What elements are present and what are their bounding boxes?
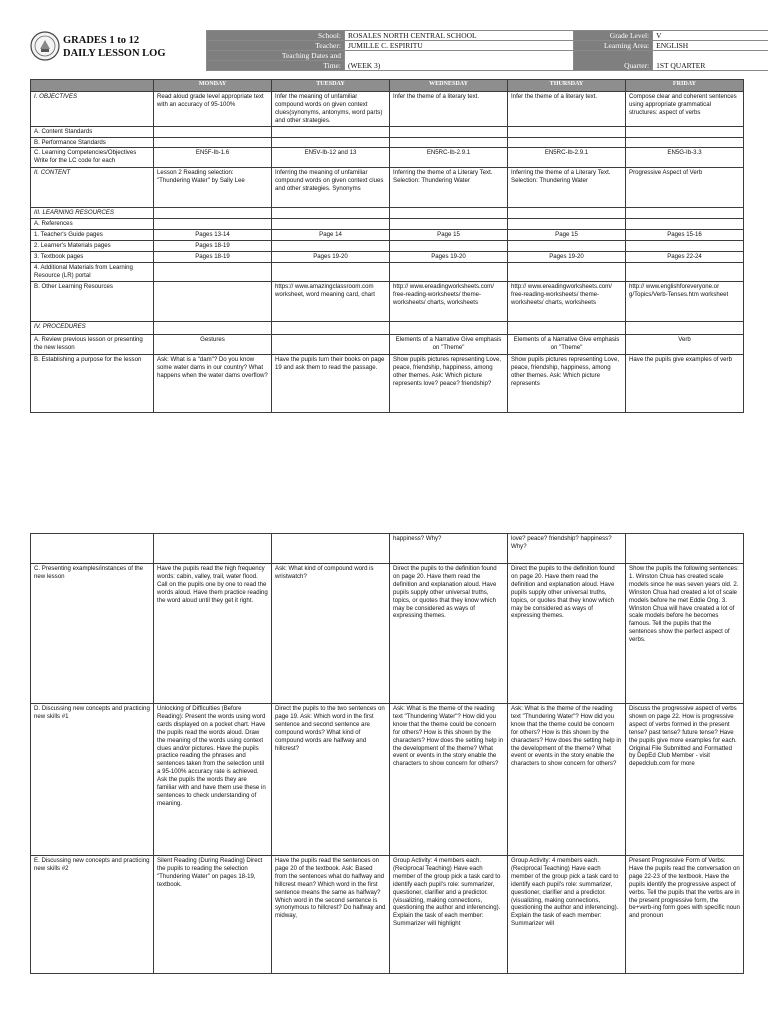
day-cell-monday	[154, 321, 272, 334]
table-row	[31, 230, 744, 241]
day-header: TUESDAY	[272, 80, 390, 92]
learning-area-label: Learning Area:	[573, 41, 653, 51]
day-cell-thursday: Ask: What is the theme of the reading text "Thundering Water"? How did you know that the theme could be concern for others? How is this shown by the characters? How does the setting help in the development of the theme? What event or events in the story enable the characters to show concern for others?	[508, 704, 626, 856]
day-cell-monday	[154, 262, 272, 281]
grade-level-label: Grade Level:	[573, 31, 653, 41]
day-cell-monday	[154, 208, 272, 219]
day-cell-thursday	[508, 137, 626, 148]
day-cell-monday: EN5F-Ib-1.6	[154, 148, 272, 168]
day-cell-tuesday	[272, 219, 390, 230]
row-label: I. OBJECTIVES	[31, 92, 154, 127]
day-cell-friday	[626, 321, 744, 334]
day-cell-thursday	[508, 126, 626, 137]
day-cell-wednesday: Elements of a Narrative Give emphasis on "Theme"	[390, 334, 508, 354]
row-label: E. Discussing new concepts and practicing new skills #2	[31, 856, 154, 974]
teacher-value: JUMILLE C. ESPIRITU	[344, 41, 573, 51]
day-cell-monday: Have the pupils read the high frequency words: cabin, valley, trail, water flood. Call on the pupils one by one to read the words aloud. Have them practice reading the word aloud until they get it right.	[154, 564, 272, 704]
row-label: B. Other Learning Resources	[31, 281, 154, 321]
teaching-dates-label-1: Teaching Dates and	[207, 51, 345, 61]
day-cell-tuesday	[272, 241, 390, 252]
day-cell-thursday	[508, 241, 626, 252]
day-cell-monday: Gestures	[154, 334, 272, 354]
row-label: B. Establishing a purpose for the lesson	[31, 354, 154, 412]
day-cell-wednesday: Infer the theme of a literary text.	[390, 92, 508, 127]
day-header-row	[31, 80, 744, 92]
day-cell-wednesday: Show pupils pictures representing Love, peace, friendship, happiness, among other themes. Ask: Which picture represents love? peace? friendship?	[390, 354, 508, 412]
day-cell-thursday	[508, 219, 626, 230]
table-row	[31, 262, 744, 281]
table-row	[31, 564, 744, 704]
row-label: A. Review previous lesson or presenting the new lesson	[31, 334, 154, 354]
day-cell-wednesday	[390, 219, 508, 230]
day-cell-tuesday	[272, 208, 390, 219]
day-cell-monday: Pages 18-19	[154, 241, 272, 252]
table-row	[31, 252, 744, 263]
day-cell-thursday: http:// www.ereadingworksheets.com/ free-reading-worksheets/ theme-worksheets/ charts, worksheets	[508, 281, 626, 321]
quarter-label: Quarter:	[573, 51, 653, 71]
table-row	[31, 704, 744, 856]
day-cell-friday: Present Progressive Form of Verbs: Have the pupils read the conversation on page 22-23 of the textbook. Have the pupils identify the progressive aspect of verbs. Tell the pupils that the verbs are in the present progressive form, the be+verb-ing form goes with specific noun and pronoun	[626, 856, 744, 974]
day-cell-friday: EN5G-Ib-3.3	[626, 148, 744, 168]
day-cell-friday: Show the pupils the following sentences: 1. Winston Chua has created scale models since he was seven years old. 2. Winston Chua had created a lot of scale models before he met Eddie Ong. 3. Winston Chua will have created a lot of scale models before he becomes famous. Tell the pupils that the sentences show the perfect aspect of verbs.	[626, 564, 744, 704]
day-cell-thursday: Show pupils pictures representing Love, peace, friendship, happiness, among other themes. Ask: Which picture represents	[508, 354, 626, 412]
day-cell-friday	[626, 262, 744, 281]
day-cell-tuesday	[272, 137, 390, 148]
row-label: D. Discussing new concepts and practicing new skills #1	[31, 704, 154, 856]
day-cell-tuesday	[272, 321, 390, 334]
day-cell-friday: Pages 22-24	[626, 252, 744, 263]
day-cell-friday	[626, 534, 744, 564]
day-header-blank	[31, 80, 154, 92]
day-cell-monday: Pages 13-14	[154, 230, 272, 241]
day-cell-wednesday: EN5RC-Ib-2.9.1	[390, 148, 508, 168]
day-cell-monday	[154, 534, 272, 564]
day-cell-thursday: love? peace? friendship? happiness? Why?	[508, 534, 626, 564]
day-cell-thursday: Direct the pupils to the definition found on page 20. Have them read the definition and explanation aloud. Have pupils supply other universal truths, topics, or quotes that they know which may be considered as ways of expressing themes.	[508, 564, 626, 704]
table-row	[31, 334, 744, 354]
row-label: A. Content Standards	[31, 126, 154, 137]
day-cell-wednesday	[390, 208, 508, 219]
day-cell-thursday: Group Activity: 4 members each. (Reciprocal Teaching) Have each member of the group pick a task card to identify each pupil's role: summarizer, questioner, clarifier and a predictor. (visualizing, making connections, questioning the author and inferencing). Explain the task of each member: Summarizer will	[508, 856, 626, 974]
day-cell-friday	[626, 241, 744, 252]
row-label: A. References	[31, 219, 154, 230]
day-cell-friday: Verb	[626, 334, 744, 354]
day-cell-tuesday: Have the pupils turn their books on page 19 and ask them to read the passage.	[272, 354, 390, 412]
day-header: FRIDAY	[626, 80, 744, 92]
day-cell-tuesday: Have the pupils read the sentences on page 20 of the textbook. Ask: Based from the sentences what do halfway and hillcrest mean? Which word in the first sentence means the same as halfway? Which word in the second sentence is synonymous to hillcrest? Do halfway and midway,	[272, 856, 390, 974]
table-row	[31, 92, 744, 127]
row-label	[31, 534, 154, 564]
day-cell-friday: Progressive Aspect of Verb	[626, 168, 744, 208]
school-value: ROSALES NORTH CENTRAL SCHOOL	[344, 31, 573, 41]
table-row	[31, 137, 744, 148]
day-cell-tuesday: Page 14	[272, 230, 390, 241]
table-row	[31, 534, 744, 564]
row-label: 4. Additional Materials from Learning Resource (LR) portal	[31, 262, 154, 281]
row-label: IV. PROCEDURES	[31, 321, 154, 334]
day-cell-monday	[154, 126, 272, 137]
row-label: B. Performance Standards	[31, 137, 154, 148]
day-cell-friday	[626, 219, 744, 230]
table-row	[31, 168, 744, 208]
day-cell-tuesday: EN5V-Ib-12 and 13	[272, 148, 390, 168]
day-cell-friday: Pages 15-16	[626, 230, 744, 241]
day-cell-thursday: Elements of a Narrative Give emphasis on "Theme"	[508, 334, 626, 354]
day-cell-wednesday: happiness? Why?	[390, 534, 508, 564]
row-label: C. Presenting examples/instances of the new lesson	[31, 564, 154, 704]
header-info-grid	[206, 30, 768, 71]
table-row	[31, 148, 744, 168]
day-cell-thursday: Page 15	[508, 230, 626, 241]
grade-level-value: V	[653, 31, 768, 41]
day-cell-wednesday	[390, 321, 508, 334]
teacher-label: Teacher:	[207, 41, 345, 51]
day-cell-monday: Silent Reading (During Reading) Direct the pupils to reading the selection "Thundering Water" on pages 18-19, textbook.	[154, 856, 272, 974]
day-cell-friday: http:// www.englishforeveryone.or g/Topics/Verb-Tenses.htm worksheet	[626, 281, 744, 321]
table-row	[31, 321, 744, 334]
lesson-log-header	[30, 30, 742, 72]
quarter-value: 1ST QUARTER	[653, 51, 768, 71]
day-cell-tuesday: Direct the pupils to the two sentences on page 19. Ask: Which word in the first sentence and second sentence are compound words? What kind of compound words are halfway and hillcrest?	[272, 704, 390, 856]
page-1	[0, 0, 768, 475]
day-cell-thursday	[508, 262, 626, 281]
day-cell-wednesday	[390, 241, 508, 252]
day-cell-monday: Ask: What is a "dam"? Do you know some water dams in our country? What happens when the water dams overflow?	[154, 354, 272, 412]
day-cell-wednesday: Pages 19-20	[390, 252, 508, 263]
day-cell-friday: Discuss the progressive aspect of verbs shown on page 22. How is progressive aspect of verbs formed in the present tense? past tense? future tense? Have the pupils give more examples for each. Original File Submitted and Formatted by DepEd Club Member - visit depedclub.com for more	[626, 704, 744, 856]
learning-area-value: ENGLISH	[653, 41, 768, 51]
deped-seal-icon	[30, 31, 60, 61]
lesson-log-table-page-1	[30, 79, 744, 413]
day-cell-thursday: Pages 19-20	[508, 252, 626, 263]
table-row	[31, 126, 744, 137]
day-cell-tuesday: Infer the meaning of unfamiliar compound words on given context clues(synonyms, antonyms, word parts) and other strategies.	[272, 92, 390, 127]
table-row	[31, 856, 744, 974]
day-header: WEDNESDAY	[390, 80, 508, 92]
day-cell-wednesday	[390, 137, 508, 148]
day-cell-wednesday: Inferring the theme of a Literary Text. Selection: Thundering Water	[390, 168, 508, 208]
day-cell-wednesday: Ask: What is the theme of the reading text "Thundering Water"? How did you know that the theme could be concern for others? How is this shown by the characters? How does the setting help in the development of the theme? What event or events in the story enable the characters to show concern for others?	[390, 704, 508, 856]
day-cell-tuesday	[272, 534, 390, 564]
day-cell-thursday: EN5RC-Ib-2.9.1	[508, 148, 626, 168]
day-cell-friday	[626, 126, 744, 137]
day-cell-friday	[626, 137, 744, 148]
lesson-log-table-page-2	[30, 533, 744, 974]
row-label: 3. Textbook pages	[31, 252, 154, 263]
day-cell-wednesday: Group Activity: 4 members each. (Reciprocal Teaching) Have each member of the group pick a task card to identify each pupil's role: summarizer, questioner, clarifier and a predictor. (visualizing, making connections, questioning the author and inferencing). Explain the task of each member: Summarizer will highlight	[390, 856, 508, 974]
title-line-2: DAILY LESSON LOG	[63, 48, 166, 59]
row-label: 2. Learner's Materials pages	[31, 241, 154, 252]
day-cell-tuesday: Inferring the meaning of unfamiliar compound words on given context clues and other strategies. Synonyms	[272, 168, 390, 208]
row-label: III. LEARNING RESOURCES	[31, 208, 154, 219]
day-cell-tuesday: Ask: What kind of compound word is wristwatch?	[272, 564, 390, 704]
table-row	[31, 281, 744, 321]
day-cell-thursday: Infer the theme of a literary text.	[508, 92, 626, 127]
day-cell-friday: Compose clear and coherent sentences using appropriate grammatical structures: aspect of verbs	[626, 92, 744, 127]
page-2	[0, 527, 768, 1024]
day-cell-wednesday	[390, 126, 508, 137]
row-label: II. CONTENT	[31, 168, 154, 208]
table-row	[31, 219, 744, 230]
day-cell-monday: Read aloud grade level appropriate text with an accuracy of 95-100%	[154, 92, 272, 127]
day-cell-monday	[154, 281, 272, 321]
table-row	[31, 208, 744, 219]
day-cell-tuesday	[272, 334, 390, 354]
day-cell-friday	[626, 208, 744, 219]
log-title	[63, 34, 166, 60]
day-cell-tuesday: https:// www.amazingclassroom.com worksheet, word meaning card, chart	[272, 281, 390, 321]
day-header: THURSDAY	[508, 80, 626, 92]
teaching-dates-label-2: Time:	[207, 61, 345, 71]
table-row	[31, 354, 744, 412]
school-label: School:	[207, 31, 345, 41]
day-cell-monday: Pages 18-19	[154, 252, 272, 263]
day-cell-thursday	[508, 208, 626, 219]
day-cell-thursday	[508, 321, 626, 334]
day-cell-thursday: Inferring the theme of a Literary Text. Selection: Thundering Water	[508, 168, 626, 208]
row-label: 1. Teacher's Guide pages	[31, 230, 154, 241]
day-cell-tuesday	[272, 126, 390, 137]
table-row	[31, 241, 744, 252]
day-cell-friday: Have the pupils give examples of verb	[626, 354, 744, 412]
title-line-1: GRADES 1 to 12	[63, 35, 140, 46]
teaching-dates-value: (WEEK 3)	[344, 51, 573, 71]
day-cell-monday: Lesson 2 Reading selection: "Thundering Water" by Sally Lee	[154, 168, 272, 208]
page-gap	[0, 475, 768, 527]
day-cell-wednesday: Direct the pupils to the definition found on page 20. Have them read the definition and explanation aloud. Have pupils supply other universal truths, topics, or quotes that they know which may be considered as ways of expressing themes.	[390, 564, 508, 704]
day-cell-tuesday	[272, 262, 390, 281]
day-cell-tuesday: Pages 19-20	[272, 252, 390, 263]
day-cell-monday	[154, 219, 272, 230]
day-header: MONDAY	[154, 80, 272, 92]
day-cell-monday: Unlocking of Difficulties (Before Reading): Present the words using word cards displayed on a pocket chart. Have the pupils read the words aloud. Draw the meaning of the words using context clues and/or pictures. Have the pupils practice reading the phrases and sentences taken from the selection until a 95-100% accuracy rate is achieved. Ask the pupils the words they are familiar with and have them use these in sentences to check understanding of meaning.	[154, 704, 272, 856]
row-label: C. Learning Competencies/Objectives Write for the LC code for each	[31, 148, 154, 168]
day-cell-wednesday: http:// www.ereadingworksheets.com/ free-reading-worksheets/ theme-worksheets/ charts, worksheets	[390, 281, 508, 321]
day-cell-wednesday: Page 15	[390, 230, 508, 241]
day-cell-wednesday	[390, 262, 508, 281]
day-cell-monday	[154, 137, 272, 148]
